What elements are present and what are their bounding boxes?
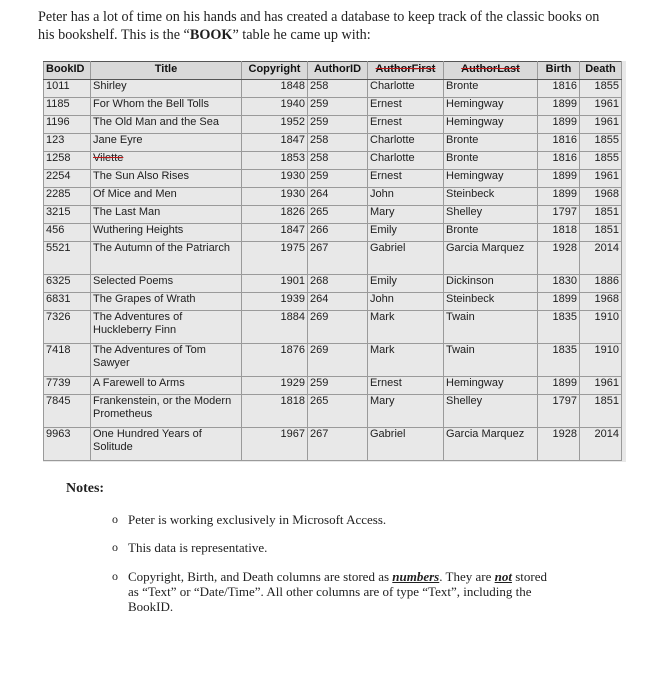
table-header-row — [44, 62, 622, 80]
table-row — [44, 395, 622, 428]
cell-death: 1961 — [580, 98, 622, 116]
cell-birth: 1928 — [538, 242, 580, 275]
cell-copyright: 1847 — [242, 224, 308, 242]
cell-authorlast: Steinbeck — [444, 188, 538, 206]
cell-birth: 1928 — [538, 428, 580, 461]
cell-bookid: 5521 — [44, 242, 91, 275]
cell-authorfirst: Ernest — [368, 170, 444, 188]
cell-copyright: 1967 — [242, 428, 308, 461]
cell-authorlast: Garcia Marquez — [444, 428, 538, 461]
cell-authorfirst: Mark — [368, 344, 444, 377]
cell-bookid: 123 — [44, 134, 91, 152]
cell-authorid: 269 — [308, 311, 368, 344]
cell-death: 1968 — [580, 188, 622, 206]
cell-title: Jane Eyre — [91, 134, 242, 152]
cell-title: A Farewell to Arms — [91, 377, 242, 395]
table-row — [44, 134, 622, 152]
intro-text-2: ” table he came up with: — [232, 27, 371, 43]
cell-death: 1961 — [580, 116, 622, 134]
cell-birth: 1899 — [538, 116, 580, 134]
bullet-icon: o — [112, 540, 118, 554]
cell-death: 1851 — [580, 206, 622, 224]
header-title: Title — [91, 62, 242, 80]
cell-authorfirst: Charlotte — [368, 80, 444, 98]
cell-authorlast: Hemingway — [444, 116, 538, 134]
cell-bookid: 1196 — [44, 116, 91, 134]
note-text-3a: Copyright, Birth, and Death columns are stored as — [128, 569, 393, 584]
header-copyright: Copyright — [242, 62, 308, 80]
cell-bookid: 456 — [44, 224, 91, 242]
table-row — [44, 275, 622, 293]
cell-authorlast: Steinbeck — [444, 293, 538, 311]
cell-title: The Adventures of Tom Sawyer — [91, 344, 242, 377]
table-row — [44, 80, 622, 98]
cell-authorlast: Hemingway — [444, 377, 538, 395]
cell-birth: 1899 — [538, 188, 580, 206]
cell-death: 1855 — [580, 134, 622, 152]
header-bookid: BookID — [44, 62, 91, 80]
note-emphasis-not: not — [494, 569, 512, 584]
note-text-3b: . They are — [439, 569, 495, 584]
cell-authorfirst: Gabriel — [368, 428, 444, 461]
table-row — [44, 116, 622, 134]
cell-authorid: 264 — [308, 293, 368, 311]
intro-paragraph — [38, 8, 618, 44]
cell-copyright: 1952 — [242, 116, 308, 134]
table-row — [44, 152, 622, 170]
cell-bookid: 3215 — [44, 206, 91, 224]
cell-birth: 1816 — [538, 152, 580, 170]
cell-authorfirst: Mary — [368, 395, 444, 428]
cell-authorfirst: Mark — [368, 311, 444, 344]
cell-title: One Hundred Years of Solitude — [91, 428, 242, 461]
cell-authorlast: Twain — [444, 344, 538, 377]
cell-death: 1910 — [580, 344, 622, 377]
cell-birth: 1899 — [538, 98, 580, 116]
cell-title: Of Mice and Men — [91, 188, 242, 206]
table-row — [44, 224, 622, 242]
cell-bookid: 2254 — [44, 170, 91, 188]
cell-title: The Last Man — [91, 206, 242, 224]
table-row — [44, 344, 622, 377]
cell-death: 1855 — [580, 80, 622, 98]
cell-death: 1851 — [580, 224, 622, 242]
cell-bookid: 9963 — [44, 428, 91, 461]
cell-authorlast: Twain — [444, 311, 538, 344]
cell-authorid: 267 — [308, 242, 368, 275]
cell-birth: 1899 — [538, 293, 580, 311]
cell-authorid: 258 — [308, 80, 368, 98]
cell-authorfirst: Ernest — [368, 98, 444, 116]
cell-copyright: 1940 — [242, 98, 308, 116]
cell-authorlast: Bronte — [444, 80, 538, 98]
notes-list — [112, 512, 552, 614]
cell-title: Vilette — [91, 152, 242, 170]
cell-title: Wuthering Heights — [91, 224, 242, 242]
cell-death: 2014 — [580, 242, 622, 275]
cell-copyright: 1848 — [242, 80, 308, 98]
cell-authorid: 259 — [308, 98, 368, 116]
notes-heading: Notes: — [66, 481, 105, 496]
cell-authorfirst: John — [368, 293, 444, 311]
cell-authorid: 258 — [308, 152, 368, 170]
table-row — [44, 170, 622, 188]
cell-copyright: 1930 — [242, 188, 308, 206]
cell-copyright: 1930 — [242, 170, 308, 188]
cell-title: Frankenstein, or the Modern Prometheus — [91, 395, 242, 428]
note-text-2: This data is representative. — [128, 540, 268, 555]
cell-authorid: 259 — [308, 377, 368, 395]
cell-birth: 1818 — [538, 224, 580, 242]
cell-authorfirst: Gabriel — [368, 242, 444, 275]
list-item — [112, 512, 552, 527]
cell-authorfirst: Emily — [368, 224, 444, 242]
book-table-container — [43, 61, 626, 462]
header-birth: Birth — [538, 62, 580, 80]
cell-authorlast: Hemingway — [444, 170, 538, 188]
bullet-icon: o — [112, 512, 118, 526]
cell-death: 1855 — [580, 152, 622, 170]
cell-title: The Old Man and the Sea — [91, 116, 242, 134]
cell-death: 1968 — [580, 293, 622, 311]
cell-authorid: 258 — [308, 134, 368, 152]
table-row — [44, 242, 622, 275]
cell-authorlast: Bronte — [444, 134, 538, 152]
cell-death: 1910 — [580, 311, 622, 344]
cell-birth: 1899 — [538, 377, 580, 395]
cell-copyright: 1975 — [242, 242, 308, 275]
cell-death: 1851 — [580, 395, 622, 428]
header-authorlast: AuthorLast — [444, 62, 538, 80]
cell-title: The Grapes of Wrath — [91, 293, 242, 311]
cell-title: The Sun Also Rises — [91, 170, 242, 188]
book-table — [43, 61, 622, 461]
bullet-icon: o — [112, 569, 118, 583]
cell-bookid: 7326 — [44, 311, 91, 344]
cell-copyright: 1853 — [242, 152, 308, 170]
table-row — [44, 98, 622, 116]
cell-bookid: 1258 — [44, 152, 91, 170]
cell-authorlast: Bronte — [444, 152, 538, 170]
cell-authorfirst: Emily — [368, 275, 444, 293]
cell-authorid: 259 — [308, 170, 368, 188]
cell-authorid: 269 — [308, 344, 368, 377]
cell-copyright: 1884 — [242, 311, 308, 344]
cell-bookid: 7739 — [44, 377, 91, 395]
note-text-3 — [128, 569, 547, 614]
cell-copyright: 1901 — [242, 275, 308, 293]
cell-authorlast: Shelley — [444, 206, 538, 224]
cell-title: Selected Poems — [91, 275, 242, 293]
cell-copyright: 1826 — [242, 206, 308, 224]
table-row — [44, 377, 622, 395]
intro-text-1: Peter has a lot of time on his hands and has created a database to keep track of the classic books on his bookshelf. This is the “ — [38, 9, 600, 43]
cell-authorid: 265 — [308, 206, 368, 224]
cell-authorfirst: Ernest — [368, 116, 444, 134]
cell-copyright: 1929 — [242, 377, 308, 395]
cell-birth: 1830 — [538, 275, 580, 293]
cell-birth: 1816 — [538, 80, 580, 98]
cell-copyright: 1847 — [242, 134, 308, 152]
cell-death: 1961 — [580, 377, 622, 395]
cell-authorlast: Shelley — [444, 395, 538, 428]
cell-authorid: 265 — [308, 395, 368, 428]
cell-authorfirst: Ernest — [368, 377, 444, 395]
cell-authorid: 264 — [308, 188, 368, 206]
cell-authorid: 268 — [308, 275, 368, 293]
cell-death: 1961 — [580, 170, 622, 188]
table-row — [44, 206, 622, 224]
cell-copyright: 1876 — [242, 344, 308, 377]
note-text-1: Peter is working exclusively in Microsoft Access. — [128, 512, 387, 527]
cell-bookid: 1011 — [44, 80, 91, 98]
cell-bookid: 2285 — [44, 188, 91, 206]
cell-authorlast: Dickinson — [444, 275, 538, 293]
cell-bookid: 1185 — [44, 98, 91, 116]
list-item — [112, 569, 552, 614]
cell-authorid: 259 — [308, 116, 368, 134]
header-authorid: AuthorID — [308, 62, 368, 80]
cell-authorid: 267 — [308, 428, 368, 461]
note-text-3c: stored as “Text” or “Date/Time”. All other columns are of type “Text”, including the BookID. — [128, 569, 547, 614]
cell-birth: 1899 — [538, 170, 580, 188]
table-row — [44, 293, 622, 311]
cell-birth: 1797 — [538, 206, 580, 224]
table-row — [44, 188, 622, 206]
cell-death: 2014 — [580, 428, 622, 461]
cell-birth: 1835 — [538, 311, 580, 344]
cell-authorfirst: Charlotte — [368, 134, 444, 152]
cell-birth: 1835 — [538, 344, 580, 377]
cell-copyright: 1818 — [242, 395, 308, 428]
cell-title: For Whom the Bell Tolls — [91, 98, 242, 116]
cell-title: Shirley — [91, 80, 242, 98]
cell-copyright: 1939 — [242, 293, 308, 311]
table-row — [44, 428, 622, 461]
cell-birth: 1797 — [538, 395, 580, 428]
cell-authorfirst: Mary — [368, 206, 444, 224]
cell-authorlast: Bronte — [444, 224, 538, 242]
cell-title: The Adventures of Huckleberry Finn — [91, 311, 242, 344]
list-item — [112, 540, 552, 555]
cell-death: 1886 — [580, 275, 622, 293]
header-authorfirst: AuthorFirst — [368, 62, 444, 80]
cell-bookid: 6325 — [44, 275, 91, 293]
cell-authorfirst: John — [368, 188, 444, 206]
cell-title: The Autumn of the Patriarch — [91, 242, 242, 275]
note-emphasis-numbers: numbers — [392, 569, 440, 584]
cell-birth: 1816 — [538, 134, 580, 152]
cell-authorfirst: Charlotte — [368, 152, 444, 170]
header-death: Death — [580, 62, 622, 80]
intro-table-name: BOOK — [189, 27, 233, 43]
cell-authorid: 266 — [308, 224, 368, 242]
cell-authorlast: Hemingway — [444, 98, 538, 116]
cell-authorlast: Garcia Marquez — [444, 242, 538, 275]
cell-bookid: 6831 — [44, 293, 91, 311]
cell-bookid: 7418 — [44, 344, 91, 377]
table-row — [44, 311, 622, 344]
cell-bookid: 7845 — [44, 395, 91, 428]
